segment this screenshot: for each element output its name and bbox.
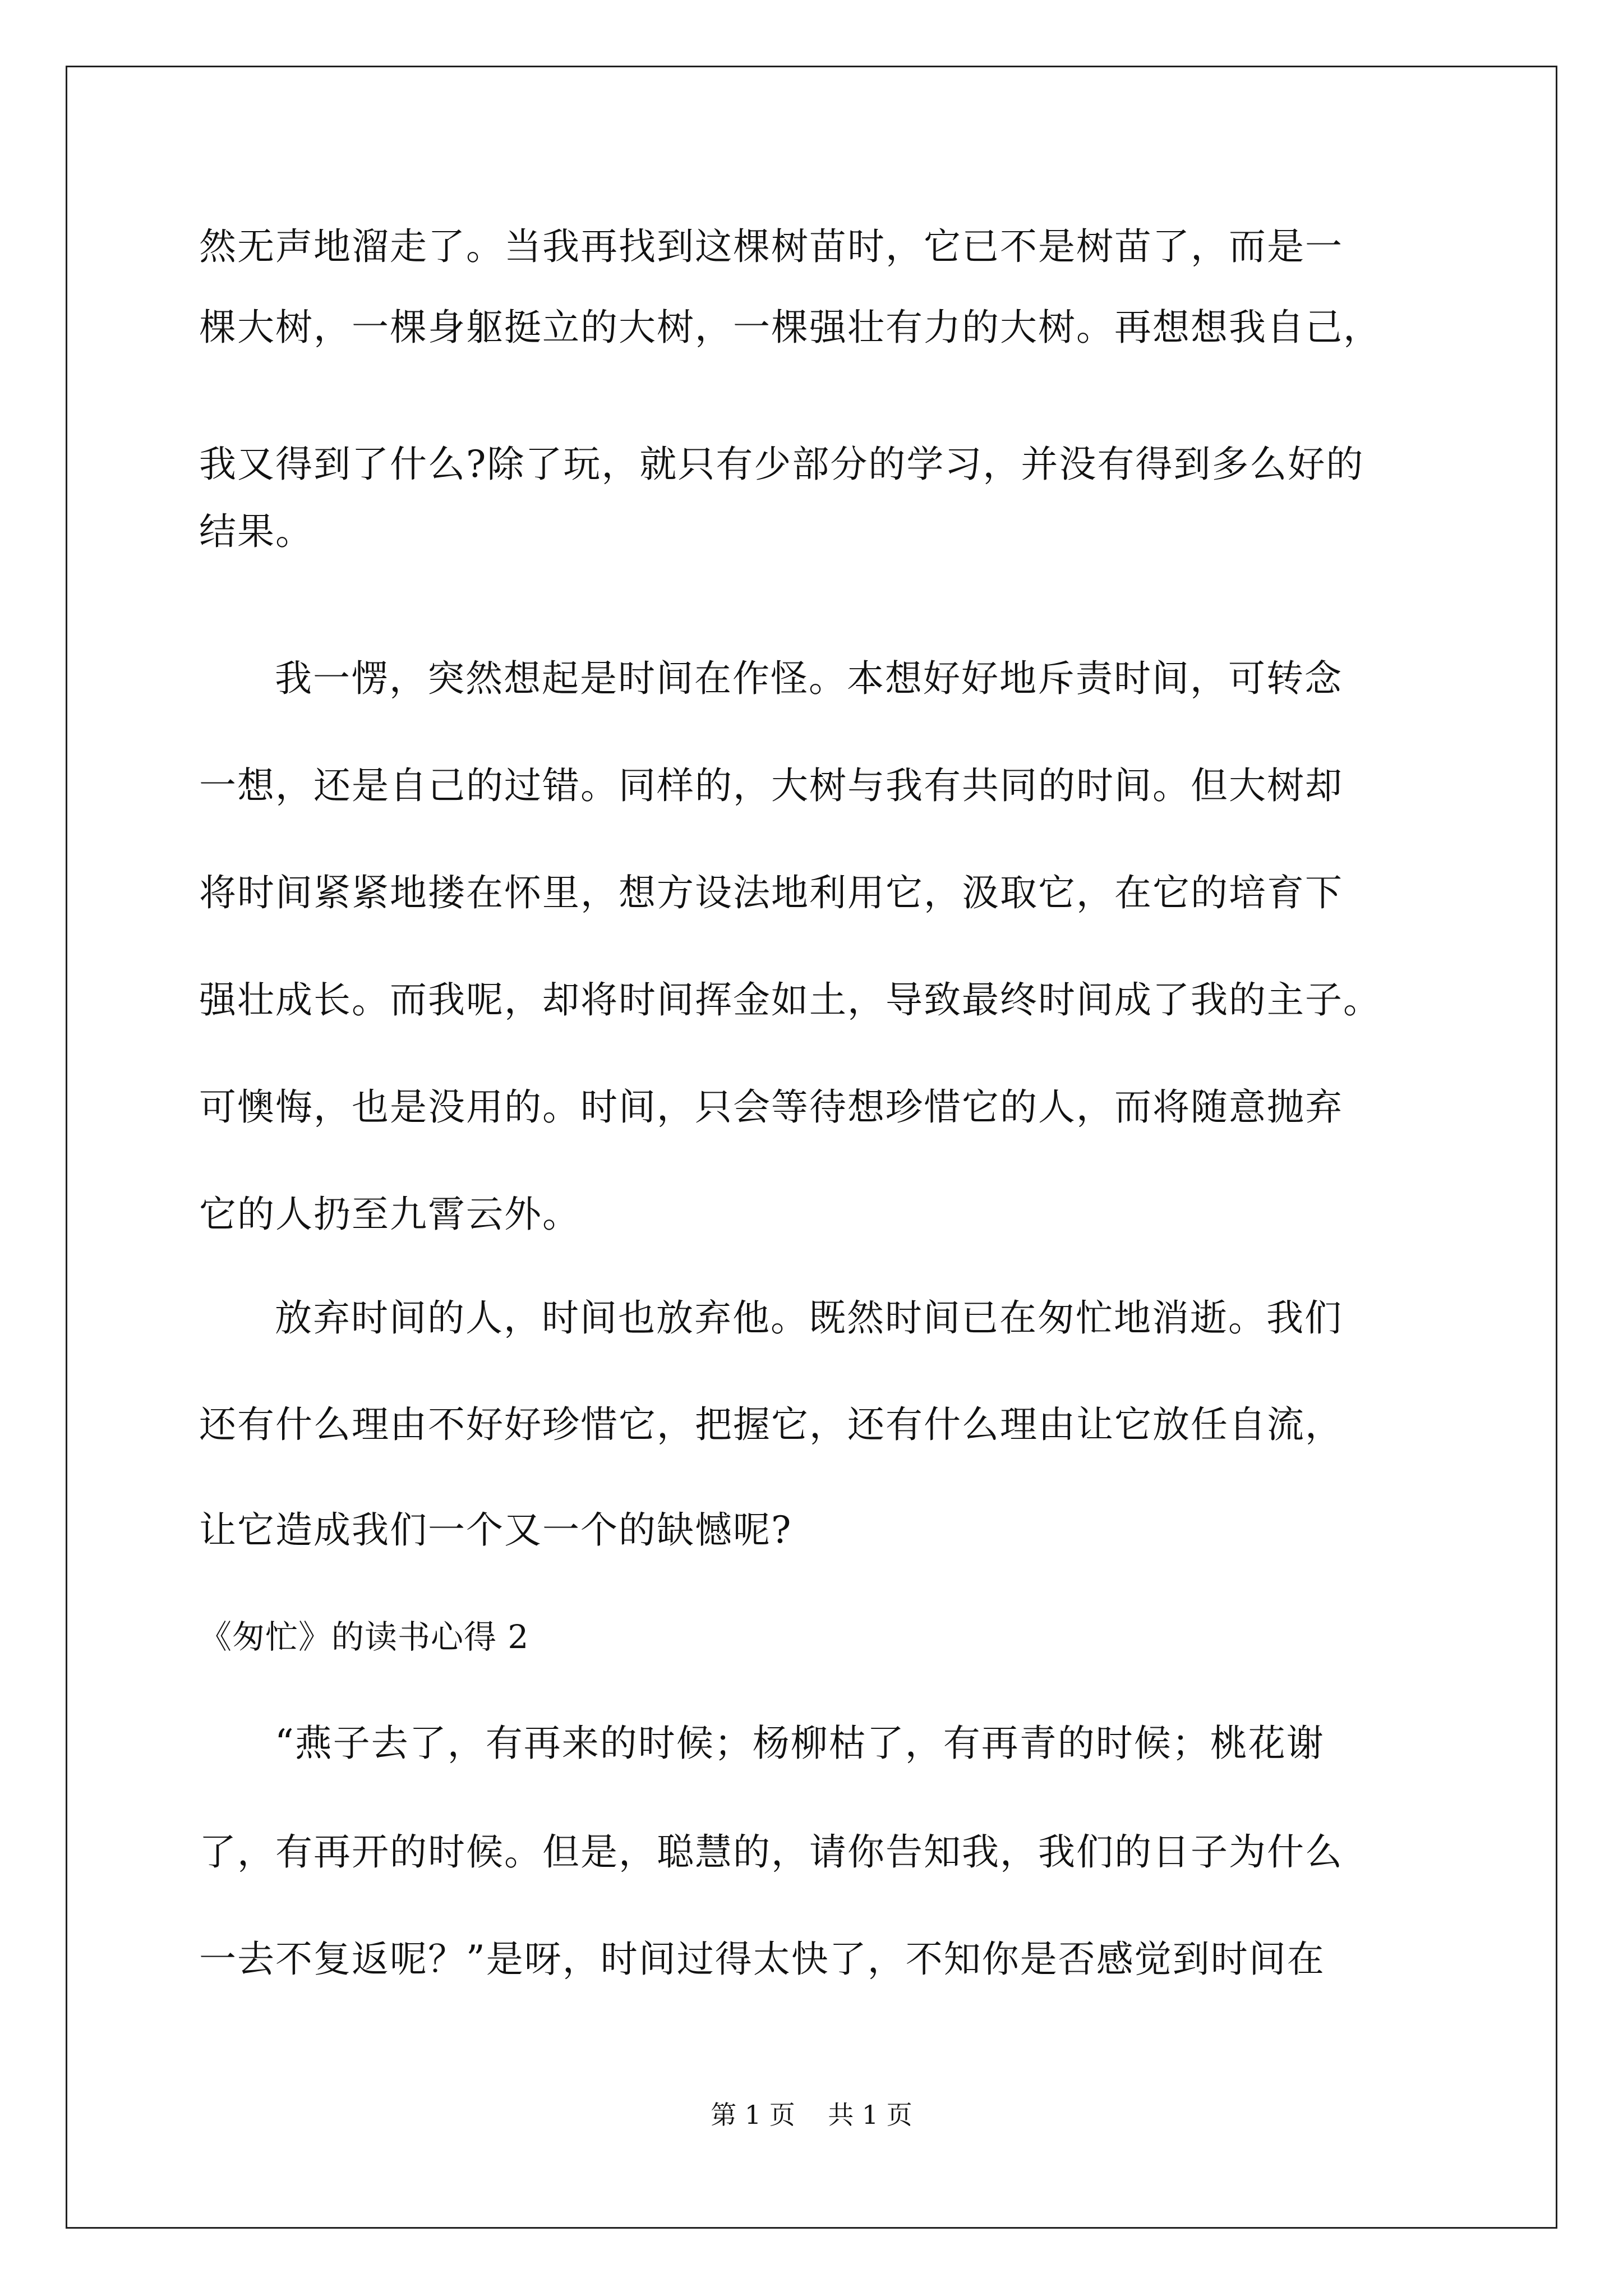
paragraph-2-line-3: 将时间紧紧地搂在怀里，想方设法地利用它，汲取它，在它的培育下	[199, 871, 1343, 914]
paragraph-4-line-2: 了，有再开的时候。但是，聪慧的，请你告知我，我们的日子为什么	[199, 1830, 1343, 1874]
section-title: 《匆忙》的读书心得 2	[199, 1618, 529, 1656]
paragraph-3-line-1: 放弃时间的人，时间也放弃他。既然时间已在匆忙地消逝。我们	[275, 1296, 1343, 1340]
page-footer: 第 1 页 共 1 页	[711, 2100, 912, 2130]
paragraph-2-line-5: 可懊悔，也是没用的。时间，只会等待想珍惜它的人，而将随意抛弃	[199, 1085, 1343, 1129]
paragraph-2-line-1: 我一愣，突然想起是时间在作怪。本想好好地斥责时间，可转念	[275, 657, 1343, 700]
paragraph-3-line-3: 让它造成我们一个又一个的缺憾呢?	[199, 1508, 792, 1552]
paragraph-2-line-2: 一想，还是自己的过错。同样的，大树与我有共同的时间。但大树却	[199, 764, 1343, 807]
paragraph-1-line-2: 棵大树，一棵身躯挺立的大树，一棵强壮有力的大树。再想想我自己，	[199, 306, 1381, 349]
page-border	[66, 66, 1557, 2229]
paragraph-4-line-3: 一去不复返呢？”是呀，时间过得太快了，不知你是否感觉到时间在	[199, 1938, 1325, 1981]
paragraph-3-line-2: 还有什么理由不好好珍惜它，把握它，还有什么理由让它放任自流，	[199, 1403, 1343, 1446]
paragraph-2-line-6: 它的人扔至九霄云外。	[199, 1193, 580, 1236]
paragraph-4-line-1: “燕子去了，有再来的时候；杨柳枯了，有再青的时候；桃花谢	[275, 1722, 1325, 1765]
paragraph-1-line-3: 我又得到了什么?除了玩，就只有少部分的学习，并没有得到多么好的	[199, 443, 1364, 486]
paragraph-1-line-4: 结果。	[199, 510, 313, 553]
paragraph-1-line-1: 然无声地溜走了。当我再找到这棵树苗时，它已不是树苗了，而是一	[199, 225, 1343, 268]
paragraph-2-line-4: 强壮成长。而我呢，却将时间挥金如土，导致最终时间成了我的主子。	[199, 978, 1381, 1022]
